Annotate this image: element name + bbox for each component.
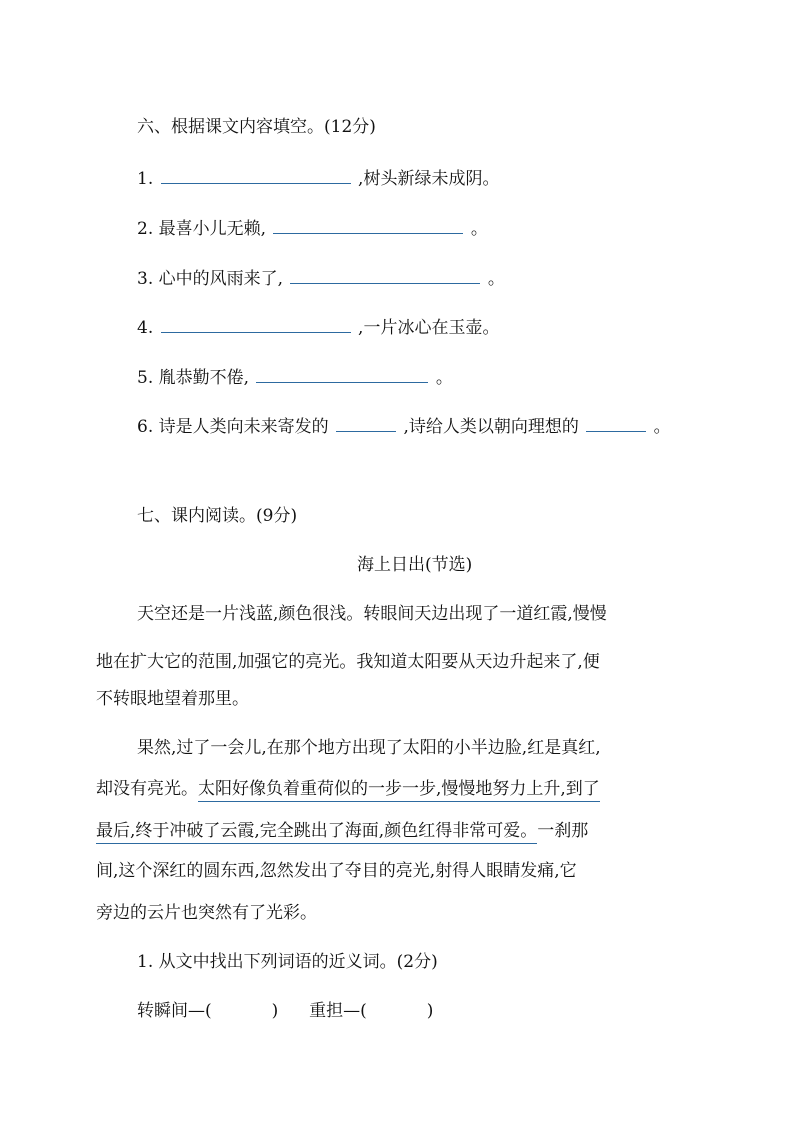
item-text: 。 [470, 219, 488, 239]
item-text: 心中的风雨来了, [158, 269, 284, 289]
fill-item-4 [137, 314, 499, 339]
item-text: 。 [653, 417, 671, 437]
item-text: ,一片冰心在玉壶。 [358, 318, 500, 338]
item-number: 6. [137, 417, 154, 437]
underlined-sentence: 最后,终于冲破了云霞,完全跳出了海面,颜色红得非常可爱。 [96, 821, 537, 844]
passage-line: 果然,过了一会儿,在那个地方出现了太阳的小半边脸,红是真红, [137, 738, 601, 758]
item-text: 胤恭勤不倦, [158, 368, 250, 388]
fill-item-1 [137, 165, 499, 190]
item-text: 。 [487, 269, 505, 289]
fill-item-5 [137, 364, 453, 389]
answer-blank[interactable] [586, 413, 646, 432]
question-1: 1. 从文中找出下列词语的近义词。(2分) [137, 952, 438, 972]
item-text: 。 [435, 368, 453, 388]
answer-blank[interactable] [273, 215, 463, 234]
item-text: ,树头新绿未成阴。 [358, 169, 500, 189]
synonym-prompt-1: 转瞬间—( [137, 1001, 212, 1021]
passage-line: 旁边的云片也突然有了光彩。 [96, 903, 317, 923]
answer-blank[interactable] [161, 165, 351, 184]
item-text: 最喜小儿无赖, [158, 219, 267, 239]
passage-line: 不转眼地望着那里。 [96, 689, 249, 709]
passage-line: 天空还是一片浅蓝,颜色很浅。转眼间天边出现了一道红霞,慢慢 [137, 604, 607, 624]
passage-line [96, 820, 588, 842]
synonym-prompt-2: 重担—( [309, 1001, 367, 1021]
close-paren: ) [271, 1001, 279, 1021]
synonym-answers [137, 1000, 433, 1022]
passage-text: 一刹那 [537, 821, 589, 841]
section7-heading: 七、课内阅读。(9分) [137, 506, 298, 526]
item-text: 诗是人类向未来寄发的 [158, 417, 329, 437]
answer-blank[interactable] [290, 265, 480, 284]
fill-item-2 [137, 215, 488, 240]
answer-blank[interactable] [336, 413, 396, 432]
answer-blank[interactable] [161, 314, 351, 333]
passage-line: 地在扩大它的范围,加强它的亮光。我知道太阳要从天边升起来了,便 [96, 652, 600, 672]
underlined-sentence: 太阳好像负着重荷似的一步一步,慢慢地努力上升,到了 [198, 779, 600, 802]
item-number: 5. [137, 368, 154, 388]
close-paren: ) [426, 1001, 434, 1021]
answer-blank[interactable] [256, 364, 428, 383]
fill-item-3 [137, 265, 505, 290]
fill-item-6 [137, 413, 671, 438]
passage-line: 间,这个深红的圆东西,忽然发出了夺目的亮光,射得人眼睛发痛,它 [96, 861, 577, 881]
item-number: 1. [137, 169, 154, 189]
passage-text: 却没有亮光。 [96, 779, 198, 799]
item-number: 2. [137, 219, 154, 239]
passage-line [96, 778, 600, 800]
passage-title: 海上日出(节选) [357, 555, 473, 575]
item-number: 3. [137, 269, 154, 289]
item-number: 4. [137, 318, 154, 338]
section6-heading: 六、根据课文内容填空。(12分) [137, 117, 376, 137]
item-text: ,诗给人类以朝向理想的 [403, 417, 579, 437]
